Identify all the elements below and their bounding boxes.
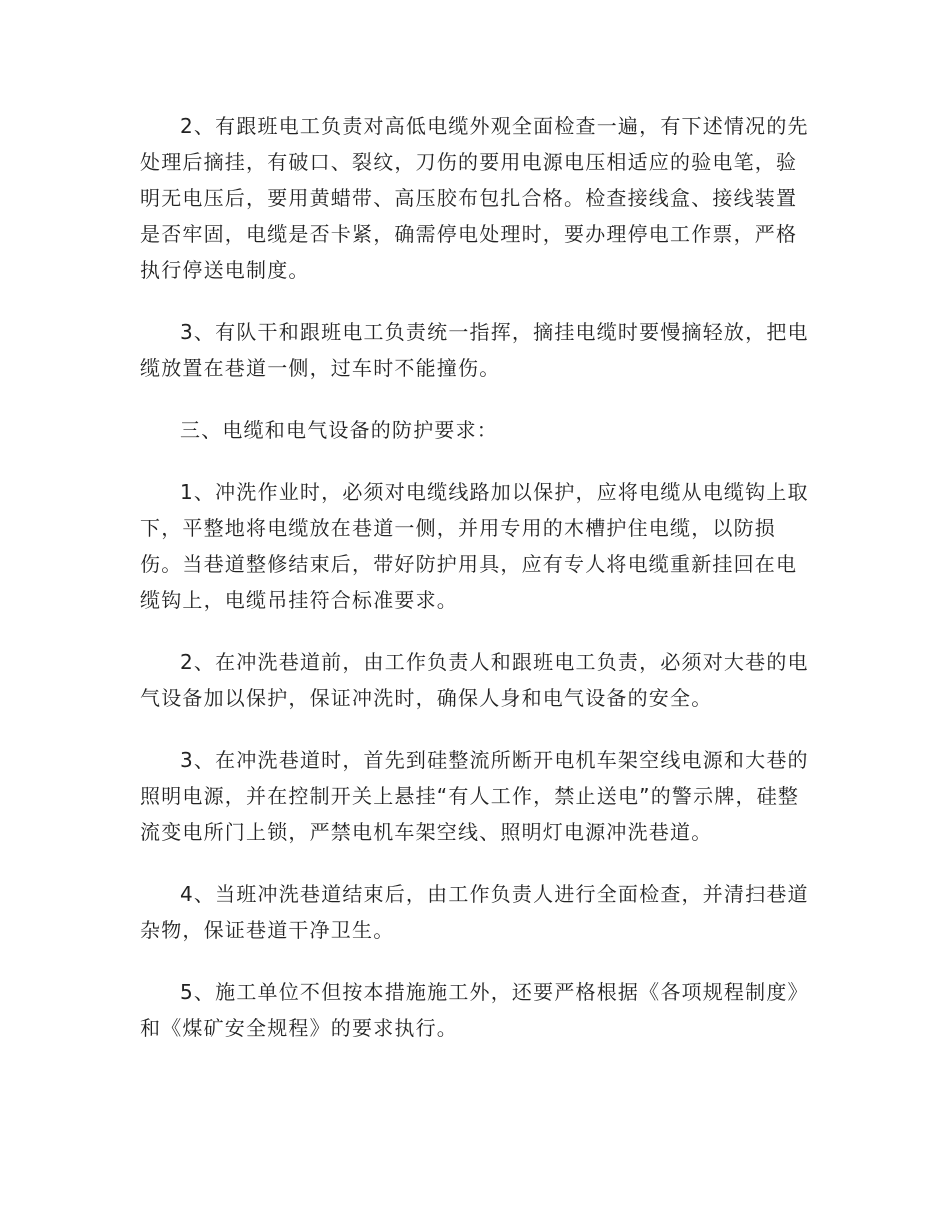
paragraph-power-cutoff: 3、在冲洗巷道时，首先到硅整流所断开电机车架空线电源和大巷的照明电源，并在控制开关上悬挂“有人工作，禁止送电”的警示牌，硅整流变电所门上锁，严禁电机车架空线、照明灯电源冲洗巷道。	[140, 748, 809, 844]
paragraph-equipment-protection: 2、在冲洗巷道前，由工作负责人和跟班电工负责，必须对大巷的电气设备加以保护，保证冲洗时，确保人身和电气设备的安全。	[140, 650, 809, 710]
paragraph-cable-handling: 3、有队干和跟班电工负责统一指挥，摘挂电缆时要慢摘轻放，把电缆放置在巷道一侧，过车时不能撞伤。	[140, 320, 809, 380]
paragraph-final-inspection: 4、当班冲洗巷道结束后，由工作负责人进行全面检查，并清扫巷道杂物，保证巷道干净卫生。	[140, 882, 809, 942]
paragraph-cable-inspection: 2、有跟班电工负责对高低电缆外观全面检查一遍，有下述情况的先处理后摘挂，有破口、裂纹，刀伤的要用电源电压相适应的验电笔，验明无电压后，要用黄蜡带、高压胶布包扎合格。检查接线盒、接线装置是否牢固，电缆是否卡紧，确需停电处理时，要办理停电工作票，严格执行停送电制度。	[140, 114, 809, 282]
document-body	[140, 108, 810, 1072]
paragraph-flushing-protection: 1、冲洗作业时，必须对电缆线路加以保护，应将电缆从电缆钩上取下，平整地将电缆放在巷道一侧，并用专用的木槽护住电缆，以防损伤。当巷道整修结束后，带好防护用具，应有专人将电缆重新挂回在电缆钩上，电缆吊挂符合标准要求。	[140, 480, 809, 612]
paragraph-regulations: 5、施工单位不但按本措施施工外，还要严格根据《各项规程制度》和《煤矿安全规程》的要求执行。	[140, 980, 809, 1040]
section-heading-protection: 三、电缆和电气设备的防护要求：	[180, 418, 498, 442]
